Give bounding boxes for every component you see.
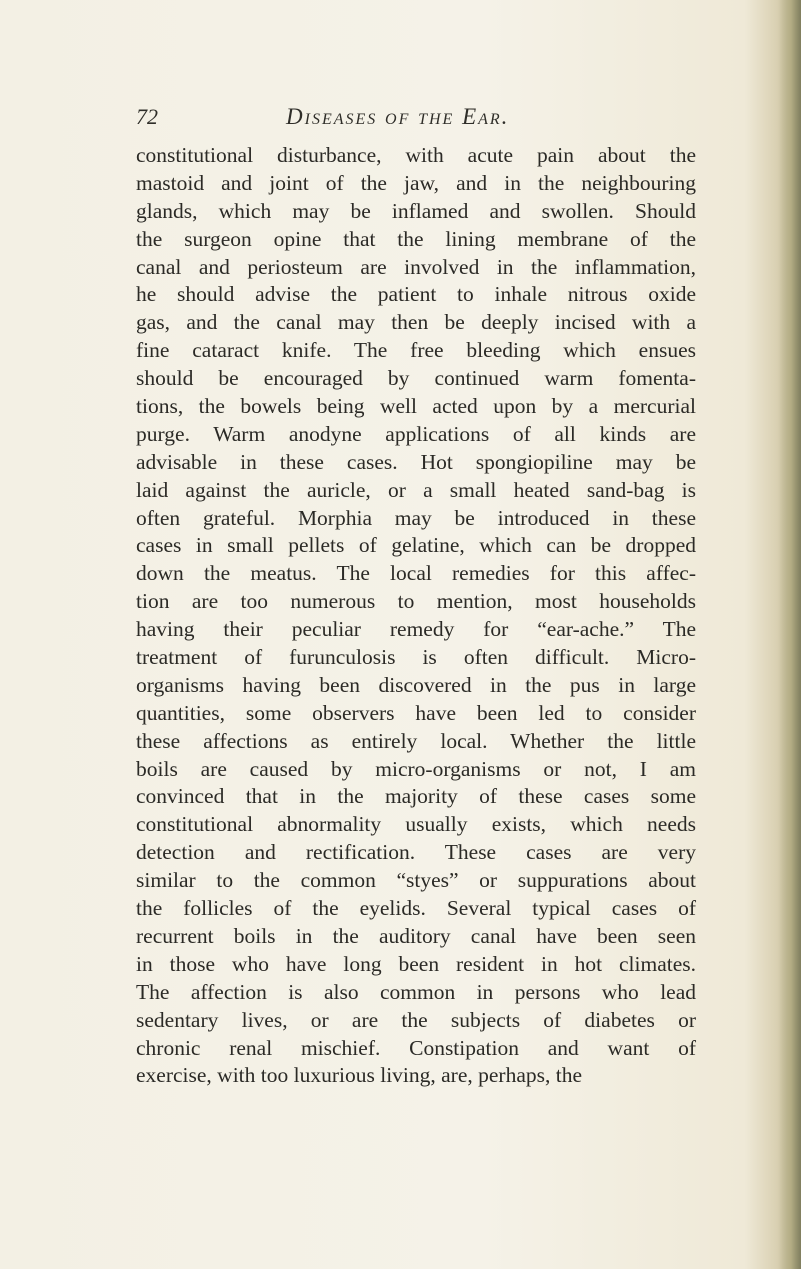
text-line: organisms having been discovered in the pus in large [136, 672, 696, 697]
text-line: detection and rectification. These cases are very [136, 840, 696, 865]
text-line: sedentary lives, or are the subjects of diabetes or [136, 1007, 696, 1032]
text-line: purge. Warm anodyne applications of all kinds are [136, 421, 696, 446]
text-line: laid against the auricle, or a small heated sand-bag is [136, 477, 696, 502]
text-line: The affection is also common in persons who lead [136, 979, 696, 1004]
text-line: having their peculiar remedy for “ear-ache.” The [136, 617, 696, 642]
text-line: advisable in these cases. Hot spongiopiline may be [136, 449, 696, 474]
text-line: down the meatus. The local remedies for this affec- [136, 561, 696, 586]
text-line: boils are caused by micro-organisms or not, I am [136, 756, 696, 781]
page-edge-shadow [779, 0, 801, 1269]
text-line: chronic renal mischief. Constipation and want of [136, 1035, 696, 1060]
page-header [136, 104, 696, 134]
text-line: constitutional disturbance, with acute pain about the [136, 143, 696, 167]
text-line: exercise, with too luxurious living, are, perhaps, the [136, 1063, 583, 1088]
text-line: these affections as entirely local. Whether the little [136, 728, 696, 753]
text-line: the surgeon opine that the lining membrane of the [136, 226, 696, 251]
text-line: mastoid and joint of the jaw, and in the neighbouring [136, 170, 696, 195]
text-line: gas, and the canal may then be deeply incised with a [136, 310, 696, 335]
text-line: fine cataract knife. The free bleeding which ensues [136, 338, 696, 363]
body-text [136, 142, 696, 1090]
text-line: recurrent boils in the auditory canal have been seen [136, 923, 696, 948]
running-title: Diseases of the Ear. [286, 104, 510, 129]
text-line: similar to the common “styes” or suppurations about [136, 868, 696, 893]
text-line: tion are too numerous to mention, most households [136, 589, 696, 614]
text-line: quantities, some observers have been led to consider [136, 700, 696, 725]
text-line: in those who have long been resident in hot climates. [136, 951, 696, 976]
text-line: tions, the bowels being well acted upon by a mercurial [136, 394, 696, 419]
text-line: convinced that in the majority of these cases some [136, 784, 696, 809]
text-line: glands, which may be inflamed and swollen. Should [136, 198, 696, 223]
text-line: should be encouraged by continued warm fomenta- [136, 366, 696, 391]
text-line: he should advise the patient to inhale nitrous oxide [136, 282, 696, 307]
page-number: 72 [136, 104, 158, 129]
text-line: often grateful. Morphia may be introduced in these [136, 505, 696, 530]
text-line: canal and periosteum are involved in the inflammation, [136, 254, 696, 279]
text-line: treatment of furunculosis is often difficult. Micro- [136, 645, 696, 670]
text-line: the follicles of the eyelids. Several typical cases of [136, 896, 696, 921]
text-line: cases in small pellets of gelatine, which can be dropped [136, 533, 696, 558]
text-line: constitutional abnormality usually exists, which needs [136, 812, 696, 837]
